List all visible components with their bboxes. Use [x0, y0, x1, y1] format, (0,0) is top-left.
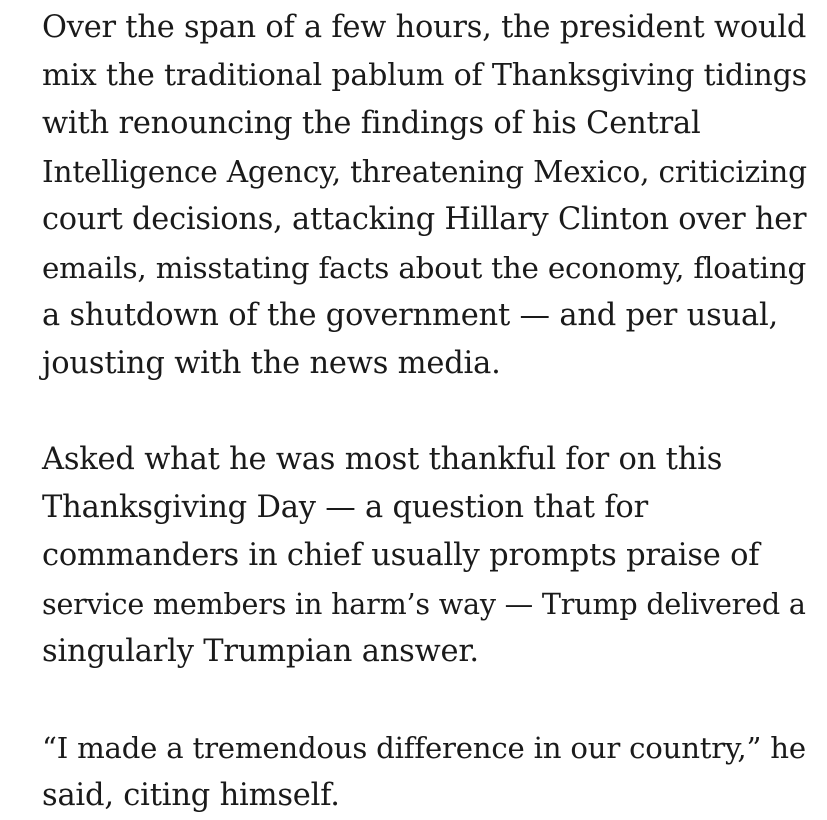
paragraph-spacer [42, 676, 802, 724]
text-line: court decisions, attacking Hillary Clinton over her [42, 202, 807, 237]
paragraph-spacer [42, 388, 802, 436]
paragraph-2 [42, 436, 806, 676]
text-line: commanders in chief usually prompts praise of [42, 538, 760, 573]
text-line: Intelligence Agency, threatening Mexico, criticizing [42, 155, 807, 189]
text-line: a shutdown of the government — and per usual, [42, 298, 779, 333]
text-line: mix the traditional pablum of Thanksgiving tidings [42, 58, 807, 93]
text-line: service members in harm’s way — Trump delivered a [42, 587, 806, 621]
text-line: Asked what he was most thankful for on this [42, 442, 723, 477]
text-line: emails, misstating facts about the economy, floating [42, 251, 807, 285]
text-line: jousting with the news media. [42, 346, 501, 381]
article-body [42, 4, 807, 820]
text-line: Over the span of a few hours, the president would [42, 10, 807, 45]
text-line: singularly Trumpian answer. [42, 634, 479, 669]
text-line: said, citing himself. [42, 778, 340, 813]
text-line: Thanksgiving Day — a question that for [42, 490, 648, 525]
paragraph-1 [42, 4, 807, 388]
paragraph-3 [42, 724, 806, 820]
text-line: “I made a tremendous difference in our country,” he [42, 731, 806, 765]
text-line: with renouncing the findings of his Central [42, 106, 701, 141]
